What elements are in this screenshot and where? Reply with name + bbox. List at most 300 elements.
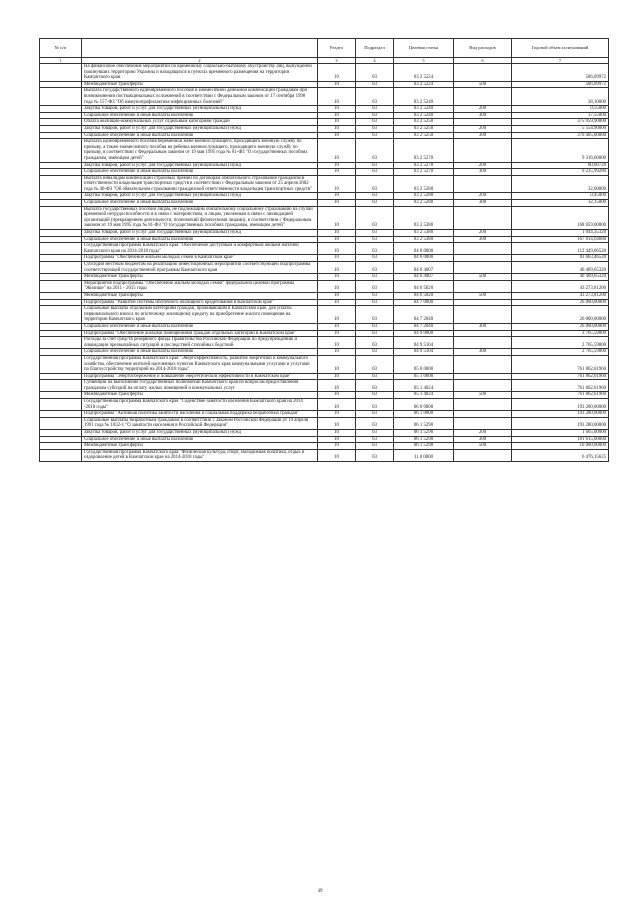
- row-amount-cell: 10 000,00000: [512, 443, 609, 450]
- row-target-article-cell: 04 6 4007: [394, 274, 454, 281]
- row-name-cell: На финансовое обеспечение мероприятий по временному социально-бытовому обустройству лиц, вынужденно покинувших территорию Украины и находящихся в пунктах временного размещения на территории Камчатского края: [82, 64, 318, 82]
- row-name-cell: Социальное обеспечение и иные выплаты населению: [82, 436, 318, 443]
- row-razdel-cell: 10: [318, 169, 356, 176]
- table-row: [40, 106, 609, 113]
- header-podrazdel: Подраздел: [356, 39, 394, 58]
- row-number-cell: [40, 193, 82, 200]
- row-amount-cell: 761 862,61960: [512, 355, 609, 373]
- table-row: [40, 230, 609, 237]
- page-number: 49: [317, 889, 323, 894]
- row-amount-cell: 1 044,35320: [512, 230, 609, 237]
- row-expense-type-cell: [454, 206, 512, 229]
- row-razdel-cell: 10: [318, 330, 356, 337]
- row-target-article-cell: 04 6 5020: [394, 280, 454, 292]
- row-number-cell: [40, 380, 82, 392]
- row-amount-cell: 2 765,59800: [512, 337, 609, 349]
- row-podrazdel-cell: 03: [356, 323, 394, 330]
- row-podrazdel-cell: 03: [356, 292, 394, 299]
- table-row: [40, 292, 609, 299]
- row-razdel-cell: 10: [318, 112, 356, 119]
- table-row: [40, 274, 609, 281]
- row-expense-type-cell: 200: [454, 193, 512, 200]
- row-razdel-cell: 10: [318, 230, 356, 237]
- row-number-cell: [40, 373, 82, 380]
- column-number: 5: [394, 58, 454, 64]
- row-razdel-cell: 10: [318, 274, 356, 281]
- row-number-cell: [40, 81, 82, 88]
- row-podrazdel-cell: 03: [356, 255, 394, 262]
- row-target-article-cell: 03 2 5250: [394, 125, 454, 132]
- row-target-article-cell: 04 7 2040: [394, 306, 454, 324]
- table-row: [40, 64, 609, 82]
- table-row: [40, 373, 609, 380]
- table-row: [40, 417, 609, 429]
- row-razdel-cell: 10: [318, 392, 356, 399]
- row-amount-cell: 26 000,00000: [512, 323, 609, 330]
- row-number-cell: [40, 175, 82, 193]
- row-amount-cell: 168 059,00000: [512, 206, 609, 229]
- row-number-cell: [40, 169, 82, 176]
- row-target-article-cell: 03 2 5250: [394, 132, 454, 139]
- row-razdel-cell: 10: [318, 193, 356, 200]
- table-row: [40, 88, 609, 106]
- table-body: [40, 64, 609, 462]
- row-target-article-cell: 03 2 5380: [394, 230, 454, 237]
- row-expense-type-cell: [454, 175, 512, 193]
- row-expense-type-cell: [454, 299, 512, 306]
- row-name-cell: Социальные выплаты отдельным категориям граждан, проживающим в Камчатском крае, для уплаты первоначального взноса по ипотечному жилищному кредиту на приобретение жилого помещения на территории Камчатского края: [82, 306, 318, 324]
- row-name-cell: Социальные выплаты безработным гражданам в соответствии с Законом Российской Федерации от 19 апреля 1991 года № 1032-1 "О занятости населения в Российской Федерации": [82, 417, 318, 429]
- row-number-cell: [40, 162, 82, 169]
- row-name-cell: Подпрограмма "Развитие системы ипотечного жилищного кредитования в Камчатском крае": [82, 299, 318, 306]
- table-row: [40, 169, 609, 176]
- row-podrazdel-cell: 03: [356, 373, 394, 380]
- row-razdel-cell: 10: [318, 255, 356, 262]
- row-podrazdel-cell: 03: [356, 355, 394, 373]
- header-expense-type: Вид расходов: [454, 39, 512, 58]
- row-amount-cell: 370 405,00000: [512, 132, 609, 139]
- row-razdel-cell: 10: [318, 337, 356, 349]
- table-row: [40, 349, 609, 356]
- row-target-article-cell: 03 2 5280: [394, 193, 454, 200]
- row-podrazdel-cell: 03: [356, 64, 394, 82]
- row-target-article-cell: 04 6 5020: [394, 292, 454, 299]
- row-expense-type-cell: [454, 330, 512, 337]
- row-number-cell: [40, 411, 82, 418]
- row-razdel-cell: 10: [318, 380, 356, 392]
- row-amount-cell: 181 615,00000: [512, 436, 609, 443]
- table-row: [40, 206, 609, 229]
- row-number-cell: [40, 292, 82, 299]
- row-name-cell: Субвенции на выполнение государственных полномочий Камчатского края по вопросам предоставления гражданам субсидий на оплату жилых помещений и коммунальных услуг: [82, 380, 318, 392]
- row-target-article-cell: 03 2 5224: [394, 81, 454, 88]
- row-amount-cell: 83 683,46520: [512, 255, 609, 262]
- row-target-article-cell: 04 6 0000: [394, 255, 454, 262]
- row-podrazdel-cell: 03: [356, 262, 394, 274]
- row-number-cell: [40, 337, 82, 349]
- row-target-article-cell: 03 2 5240: [394, 88, 454, 106]
- header-annual-amount: Годовой объем ассигнований: [512, 39, 609, 58]
- row-target-article-cell: 03 2 5224: [394, 64, 454, 82]
- row-razdel-cell: 10: [318, 88, 356, 106]
- row-podrazdel-cell: 03: [356, 399, 394, 411]
- row-expense-type-cell: [454, 449, 512, 461]
- row-target-article-cell: 03 2 5380: [394, 236, 454, 243]
- row-name-cell: Расходы за счет средств резервного фонда Правительства Российской Федерации по предупреждению и ликвидации чрезвычайных ситуаций и последствий стихийных бедствий: [82, 337, 318, 349]
- row-razdel-cell: 10: [318, 162, 356, 169]
- row-razdel-cell: 10: [318, 139, 356, 162]
- row-podrazdel-cell: 03: [356, 430, 394, 437]
- row-amount-cell: 761 862,61960: [512, 373, 609, 380]
- row-number-cell: [40, 443, 82, 450]
- row-number-cell: [40, 417, 82, 429]
- row-expense-type-cell: [454, 337, 512, 349]
- header-number: № п/п: [40, 39, 82, 58]
- row-target-article-cell: 05 1 4024: [394, 380, 454, 392]
- row-name-cell: Мероприятия подпрограммы "Обеспечение жильем молодых семей" федеральной целевой программы "Жилище" на 2011 - 2015 годы: [82, 280, 318, 292]
- row-podrazdel-cell: 03: [356, 119, 394, 126]
- row-number-cell: [40, 436, 82, 443]
- row-expense-type-cell: 200: [454, 106, 512, 113]
- row-number-cell: [40, 236, 82, 243]
- row-podrazdel-cell: 03: [356, 88, 394, 106]
- row-podrazdel-cell: 03: [356, 280, 394, 292]
- row-expense-type-cell: [454, 399, 512, 411]
- row-target-article-cell: 04 7 2040: [394, 323, 454, 330]
- row-name-cell: Государственная программа Камчатского края "Обеспечение доступным и комфортным жильем жителей Камчатского края на 2014-2018 годы": [82, 243, 318, 255]
- row-name-cell: Государственная программа Камчатского края "Физическая культура, спорт, молодежная политика, отдых и оздоровление детей в Камчатском крае на 2014-2018 годы": [82, 449, 318, 461]
- row-name-cell: Социальное обеспечение и иные выплаты населению: [82, 236, 318, 243]
- row-podrazdel-cell: 03: [356, 449, 394, 461]
- table-row: [40, 399, 609, 411]
- row-amount-cell: 2 765,59800: [512, 349, 609, 356]
- row-number-cell: [40, 106, 82, 113]
- row-number-cell: [40, 299, 82, 306]
- row-amount-cell: 9 316,60000: [512, 139, 609, 162]
- row-amount-cell: 586,09972: [512, 81, 609, 88]
- row-razdel-cell: 10: [318, 349, 356, 356]
- row-podrazdel-cell: 03: [356, 200, 394, 207]
- row-target-article-cell: 04 9 5104: [394, 349, 454, 356]
- column-number: 1: [40, 58, 82, 64]
- row-name-cell: Межбюджетные трансферты: [82, 274, 318, 281]
- header-target-article: Целевая статья: [394, 39, 454, 58]
- row-amount-cell: 586,09972: [512, 64, 609, 82]
- row-number-cell: [40, 64, 82, 82]
- row-razdel-cell: 10: [318, 280, 356, 292]
- row-expense-type-cell: 200: [454, 230, 512, 237]
- table-row: [40, 430, 609, 437]
- table-row: [40, 280, 609, 292]
- row-name-cell: Подпрограмма "Активная политика занятости населения и социальная поддержка безработных граждан": [82, 411, 318, 418]
- table-row: [40, 306, 609, 324]
- row-number-cell: [40, 200, 82, 207]
- row-podrazdel-cell: 03: [356, 132, 394, 139]
- row-amount-cell: 167 014,64680: [512, 236, 609, 243]
- row-amount-cell: 6 476,15625: [512, 449, 609, 461]
- table-row: [40, 243, 609, 255]
- row-name-cell: Закупка товаров, работ и услуг для государственных (муниципальных) нужд: [82, 162, 318, 169]
- row-number-cell: [40, 262, 82, 274]
- row-amount-cell: 761 862,61960: [512, 392, 609, 399]
- table-row: [40, 436, 609, 443]
- row-razdel-cell: 10: [318, 411, 356, 418]
- table-row: [40, 132, 609, 139]
- row-razdel-cell: 10: [318, 373, 356, 380]
- row-number-cell: [40, 243, 82, 255]
- row-razdel-cell: 10: [318, 306, 356, 324]
- row-name-cell: Закупка товаров, работ и услуг для государственных (муниципальных) нужд: [82, 230, 318, 237]
- row-podrazdel-cell: 03: [356, 337, 394, 349]
- row-expense-type-cell: 500: [454, 292, 512, 299]
- row-expense-type-cell: 200: [454, 125, 512, 132]
- column-number: 2: [82, 58, 318, 64]
- table-row: [40, 380, 609, 392]
- row-target-article-cell: 06 1 0000: [394, 411, 454, 418]
- row-podrazdel-cell: 03: [356, 206, 394, 229]
- row-name-cell: Межбюджетные трансферты: [82, 443, 318, 450]
- row-razdel-cell: 10: [318, 430, 356, 437]
- row-name-cell: Выплата единовременного пособия беременной жене военнослужащего, проходящего военную службу по призыву, а также ежемесячного пособия на ребенка военнослужащего, проходящего военную службу по призыву, в соответствии с Федеральным законом от 19 мая 1995 года № 81-ФЗ "О государственных пособиях гражданам, имеющим детей": [82, 139, 318, 162]
- row-name-cell: Социальное обеспечение и иные выплаты населению: [82, 200, 318, 207]
- row-expense-type-cell: [454, 119, 512, 126]
- table-row: [40, 125, 609, 132]
- row-name-cell: Выплата государственного единовременного пособия и ежемесячной денежной компенсации гражданам при возникновении поствакцинальных осложнений в соответствии с Федеральным законом от 17 сентября 1998 года № 157-ФЗ "Об иммунопрофилактике инфекционных болезней": [82, 88, 318, 106]
- row-amount-cell: 26 000,00000: [512, 306, 609, 324]
- table-row: [40, 200, 609, 207]
- row-number-cell: [40, 132, 82, 139]
- row-name-cell: Социальное обеспечение и иные выплаты населению: [82, 169, 318, 176]
- column-number: 4: [356, 58, 394, 64]
- row-target-article-cell: 05 1 0000: [394, 373, 454, 380]
- table-row: [40, 411, 609, 418]
- row-amount-cell: 2 765,59800: [512, 330, 609, 337]
- row-expense-type-cell: [454, 255, 512, 262]
- row-razdel-cell: 10: [318, 206, 356, 229]
- row-amount-cell: 38,10000: [512, 88, 609, 106]
- table-row: [40, 162, 609, 169]
- row-number-cell: [40, 255, 82, 262]
- row-expense-type-cell: 300: [454, 349, 512, 356]
- row-expense-type-cell: 500: [454, 392, 512, 399]
- row-target-article-cell: 06 1 5290: [394, 417, 454, 429]
- row-number-cell: [40, 392, 82, 399]
- table-row: [40, 255, 609, 262]
- row-expense-type-cell: [454, 243, 512, 255]
- row-amount-cell: 32,60000: [512, 175, 609, 193]
- row-podrazdel-cell: 03: [356, 392, 394, 399]
- row-expense-type-cell: [454, 88, 512, 106]
- row-target-article-cell: 06 1 5290: [394, 430, 454, 437]
- row-podrazdel-cell: 03: [356, 330, 394, 337]
- row-name-cell: Субсидии местным бюджетам на реализацию инвестиционных мероприятий соответствующей подпрограммы соответствующей государственной программы Камчатского края: [82, 262, 318, 274]
- row-name-cell: Государственная программа Камчатского края "Энергоэффективность, развитие энергетики и коммунального хозяйства, обеспечение жителей населенных пунктов Камчатского края коммунальными услугами и услугами по благоустройству территорий на 2014-2018 годы": [82, 355, 318, 373]
- row-podrazdel-cell: 03: [356, 175, 394, 193]
- row-podrazdel-cell: 03: [356, 169, 394, 176]
- row-number-cell: [40, 430, 82, 437]
- row-name-cell: Выплата инвалидам компенсаций страховых премий по договорам обязательного страхования гражданской ответственности владельцев транспортных средств в соответствии с Федеральным законом от 25 апреля 2002 года № 40-ФЗ "Об обязательном страховании гражданской ответственности владельцев транспортных средств": [82, 175, 318, 193]
- row-expense-type-cell: 500: [454, 81, 512, 88]
- row-amount-cell: 112 449,06520: [512, 243, 609, 255]
- table-row: [40, 175, 609, 193]
- row-number-cell: [40, 330, 82, 337]
- row-expense-type-cell: 300: [454, 169, 512, 176]
- row-name-cell: Социальное обеспечение и иные выплаты населению: [82, 132, 318, 139]
- row-target-article-cell: 03 2 5280: [394, 175, 454, 193]
- row-number-cell: [40, 139, 82, 162]
- row-podrazdel-cell: 03: [356, 230, 394, 237]
- budget-table: [39, 38, 609, 462]
- row-target-article-cell: 04 0 0000: [394, 243, 454, 255]
- table-row: [40, 236, 609, 243]
- row-target-article-cell: 06 1 5290: [394, 436, 454, 443]
- row-target-article-cell: 03 2 5240: [394, 112, 454, 119]
- row-name-cell: Межбюджетные трансферты: [82, 81, 318, 88]
- row-amount-cell: 193 280,00000: [512, 411, 609, 418]
- row-target-article-cell: 05 1 4024: [394, 392, 454, 399]
- row-target-article-cell: 03 2 5240: [394, 106, 454, 113]
- row-target-article-cell: 03 2 5280: [394, 200, 454, 207]
- table-row: [40, 337, 609, 349]
- row-razdel-cell: 10: [318, 355, 356, 373]
- row-name-cell: Закупка товаров, работ и услуг для государственных (муниципальных) нужд: [82, 430, 318, 437]
- table-row: [40, 119, 609, 126]
- column-number: 7: [512, 58, 609, 64]
- row-name-cell: Государственная программа Камчатского края "Содействие занятости населения Камчатского края на 2014 -2018 годы": [82, 399, 318, 411]
- row-podrazdel-cell: 03: [356, 417, 394, 429]
- row-expense-type-cell: 300: [454, 112, 512, 119]
- row-target-article-cell: 04 7 0000: [394, 299, 454, 306]
- row-expense-type-cell: [454, 380, 512, 392]
- row-target-article-cell: 03 2 5270: [394, 139, 454, 162]
- row-razdel-cell: 10: [318, 417, 356, 429]
- row-number-cell: [40, 349, 82, 356]
- row-name-cell: Выплата государственных пособий лицам, не подлежащим обязательному социальному страхованию на случай временной нетрудоспособности и в связи с материнством, и лицам, уволенным в связи с ликвидацией организаций (прекращением деятельности, полномочий физическими лицами), в соответствии с Федеральным законом от 19 мая 1995 года № 81-ФЗ "О государственных пособиях гражданам, имеющим детей": [82, 206, 318, 229]
- row-amount-cell: 0,55000: [512, 106, 609, 113]
- row-target-article-cell: 06 0 0000: [394, 399, 454, 411]
- row-name-cell: Подпрограмма "Энергосбережение и повышение энергетической эффективности в Камчатском крае": [82, 373, 318, 380]
- row-razdel-cell: 10: [318, 64, 356, 82]
- row-amount-cell: 80,60720: [512, 162, 609, 169]
- row-podrazdel-cell: 03: [356, 125, 394, 132]
- row-expense-type-cell: 300: [454, 132, 512, 139]
- row-name-cell: Подпрограмма "Обеспечение жильем молодых семей в Камчатском крае": [82, 255, 318, 262]
- table-row: [40, 139, 609, 162]
- row-podrazdel-cell: 03: [356, 139, 394, 162]
- table-row: [40, 262, 609, 274]
- table-row: [40, 330, 609, 337]
- row-number-cell: [40, 112, 82, 119]
- row-podrazdel-cell: 03: [356, 243, 394, 255]
- row-expense-type-cell: [454, 355, 512, 373]
- row-podrazdel-cell: 03: [356, 112, 394, 119]
- row-number-cell: [40, 125, 82, 132]
- row-name-cell: Межбюджетные трансферты: [82, 292, 318, 299]
- row-number-cell: [40, 88, 82, 106]
- column-number: 6: [454, 58, 512, 64]
- row-razdel-cell: 10: [318, 443, 356, 450]
- row-razdel-cell: 10: [318, 243, 356, 255]
- row-number-cell: [40, 306, 82, 324]
- column-number: 3: [318, 58, 356, 64]
- row-podrazdel-cell: 03: [356, 81, 394, 88]
- table-row: [40, 449, 609, 461]
- table-row: [40, 81, 609, 88]
- row-expense-type-cell: 300: [454, 200, 512, 207]
- row-name-cell: Оплата жилищно-коммунальных услуг отдельным категориям граждан: [82, 119, 318, 126]
- table-row: [40, 392, 609, 399]
- row-expense-type-cell: [454, 411, 512, 418]
- row-name-cell: Закупка товаров, работ и услуг для государственных (муниципальных) нужд: [82, 193, 318, 200]
- row-razdel-cell: 10: [318, 175, 356, 193]
- row-amount-cell: 1 665,00000: [512, 430, 609, 437]
- row-podrazdel-cell: 03: [356, 162, 394, 169]
- row-number-cell: [40, 280, 82, 292]
- row-podrazdel-cell: 03: [356, 299, 394, 306]
- row-target-article-cell: 05 0 0000: [394, 355, 454, 373]
- row-amount-cell: 193 280,00000: [512, 399, 609, 411]
- row-target-article-cell: 06 1 5290: [394, 443, 454, 450]
- row-target-article-cell: 11 0 0000: [394, 449, 454, 461]
- table-row: [40, 355, 609, 373]
- row-expense-type-cell: 500: [454, 274, 512, 281]
- row-razdel-cell: 10: [318, 119, 356, 126]
- row-name-cell: Социальное обеспечение и иные выплаты населению: [82, 112, 318, 119]
- row-razdel-cell: 10: [318, 132, 356, 139]
- row-target-article-cell: 03 2 5270: [394, 162, 454, 169]
- row-number-cell: [40, 323, 82, 330]
- row-name-cell: Социальное обеспечение и иные выплаты населению: [82, 323, 318, 330]
- row-razdel-cell: 10: [318, 236, 356, 243]
- row-expense-type-cell: [454, 64, 512, 82]
- table-row: [40, 112, 609, 119]
- row-name-cell: Закупка товаров, работ и услуг для государственных (муниципальных) нужд: [82, 125, 318, 132]
- row-amount-cell: 375 959,90000: [512, 119, 609, 126]
- row-target-article-cell: 04 6 4007: [394, 262, 454, 274]
- row-amount-cell: 761 862,61960: [512, 380, 609, 392]
- header-razdel: Раздел: [318, 39, 356, 58]
- row-number-cell: [40, 274, 82, 281]
- table-header-row: [40, 39, 609, 58]
- row-name-cell: Межбюджетные трансферты: [82, 392, 318, 399]
- row-expense-type-cell: [454, 139, 512, 162]
- row-target-article-cell: 04 9 5104: [394, 337, 454, 349]
- row-amount-cell: 43 273,81200: [512, 292, 609, 299]
- row-amount-cell: 37,55000: [512, 112, 609, 119]
- row-number-cell: [40, 399, 82, 411]
- row-expense-type-cell: 500: [454, 443, 512, 450]
- row-razdel-cell: 10: [318, 262, 356, 274]
- row-podrazdel-cell: 03: [356, 349, 394, 356]
- row-podrazdel-cell: 03: [356, 193, 394, 200]
- row-amount-cell: 43 273,81200: [512, 280, 609, 292]
- row-number-cell: [40, 230, 82, 237]
- row-podrazdel-cell: 03: [356, 380, 394, 392]
- row-amount-cell: 40 409,65320: [512, 262, 609, 274]
- row-podrazdel-cell: 03: [356, 236, 394, 243]
- row-amount-cell: 193 280,00000: [512, 417, 609, 429]
- row-razdel-cell: 10: [318, 292, 356, 299]
- row-expense-type-cell: [454, 373, 512, 380]
- row-podrazdel-cell: 03: [356, 411, 394, 418]
- row-expense-type-cell: [454, 262, 512, 274]
- row-expense-type-cell: [454, 417, 512, 429]
- row-expense-type-cell: [454, 280, 512, 292]
- row-expense-type-cell: 200: [454, 430, 512, 437]
- row-expense-type-cell: 300: [454, 436, 512, 443]
- row-podrazdel-cell: 03: [356, 436, 394, 443]
- row-razdel-cell: 10: [318, 81, 356, 88]
